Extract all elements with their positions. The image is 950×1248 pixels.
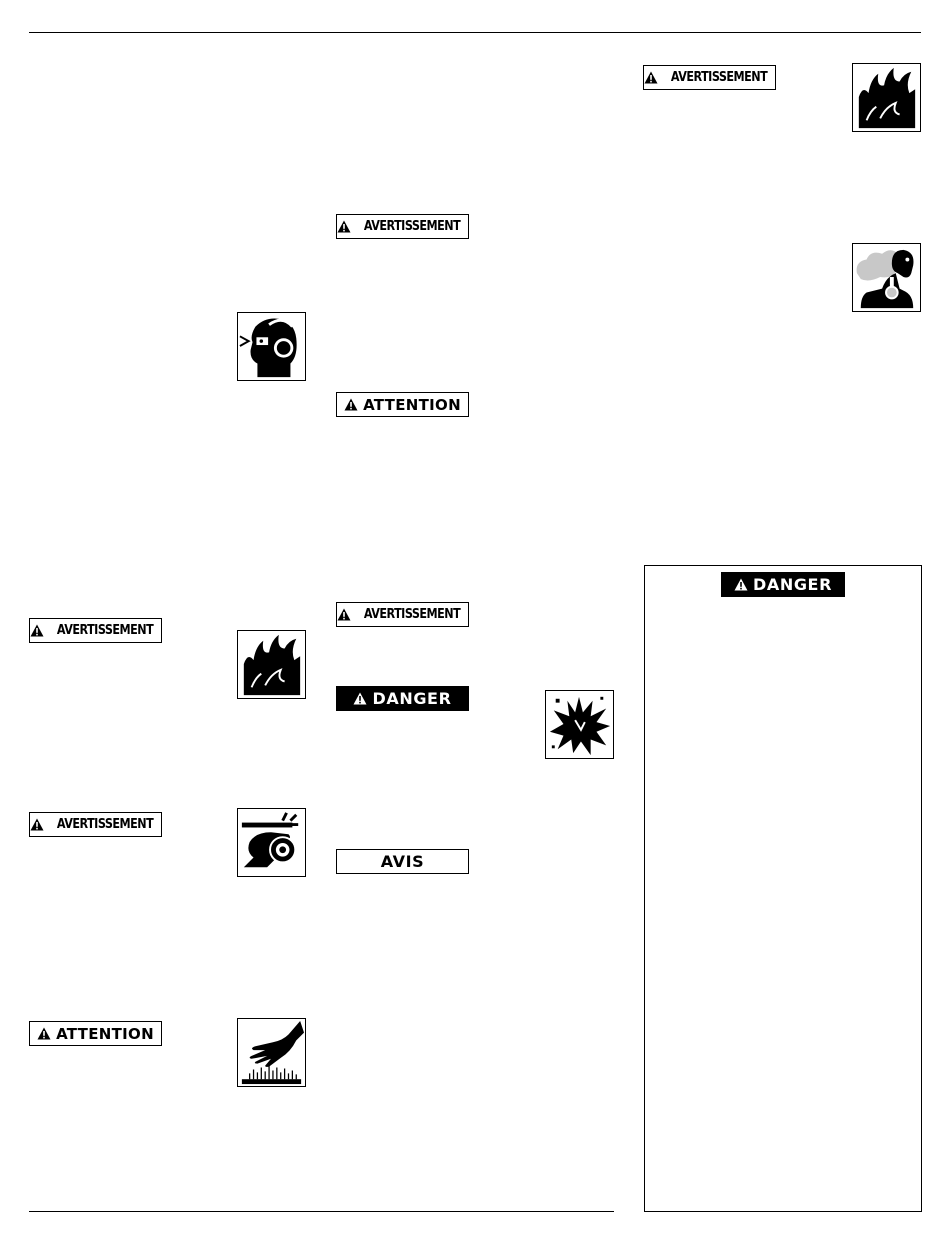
explosion-pictogram	[545, 690, 614, 759]
avertissement-badge: AVERTISSEMENT	[29, 812, 162, 837]
fire-hazard-icon	[238, 631, 305, 698]
eye-and-ear-protection-icon	[238, 313, 305, 380]
attention-badge: ATTENTION	[336, 392, 469, 417]
respiratory-pictogram	[852, 243, 921, 312]
fire-pictogram-right	[852, 63, 921, 132]
warning-triangle-icon	[30, 624, 44, 637]
fire-hazard-icon	[853, 64, 920, 131]
header-rule	[29, 32, 921, 33]
danger-badge: DANGER	[721, 572, 845, 597]
warning-triangle-icon	[30, 818, 44, 831]
danger-badge: DANGER	[336, 686, 469, 711]
hot-surface-icon	[238, 1019, 305, 1086]
rotating-part-pictogram	[237, 808, 306, 877]
warning-triangle-icon	[644, 71, 658, 84]
respiratory-hazard-icon	[853, 244, 920, 311]
warning-triangle-icon	[337, 220, 351, 233]
footer-rule	[29, 1211, 614, 1212]
avertissement-badge: AVERTISSEMENT	[336, 602, 469, 627]
warning-triangle-icon	[344, 398, 358, 411]
explosion-hazard-icon	[546, 691, 613, 758]
warning-triangle-icon	[734, 578, 748, 591]
attention-badge: ATTENTION	[29, 1021, 162, 1046]
avertissement-badge: AVERTISSEMENT	[29, 618, 162, 643]
warning-triangle-icon	[37, 1027, 51, 1040]
warning-triangle-icon	[337, 608, 351, 621]
hot-surface-pictogram	[237, 1018, 306, 1087]
avis-badge: AVIS	[336, 849, 469, 874]
hand-entanglement-icon	[238, 809, 305, 876]
danger-notice-box	[644, 565, 922, 1212]
fire-pictogram-left	[237, 630, 306, 699]
avertissement-badge: AVERTISSEMENT	[643, 65, 776, 90]
avertissement-badge: AVERTISSEMENT	[336, 214, 469, 239]
eye-ear-protection-pictogram	[237, 312, 306, 381]
warning-triangle-icon	[353, 692, 367, 705]
